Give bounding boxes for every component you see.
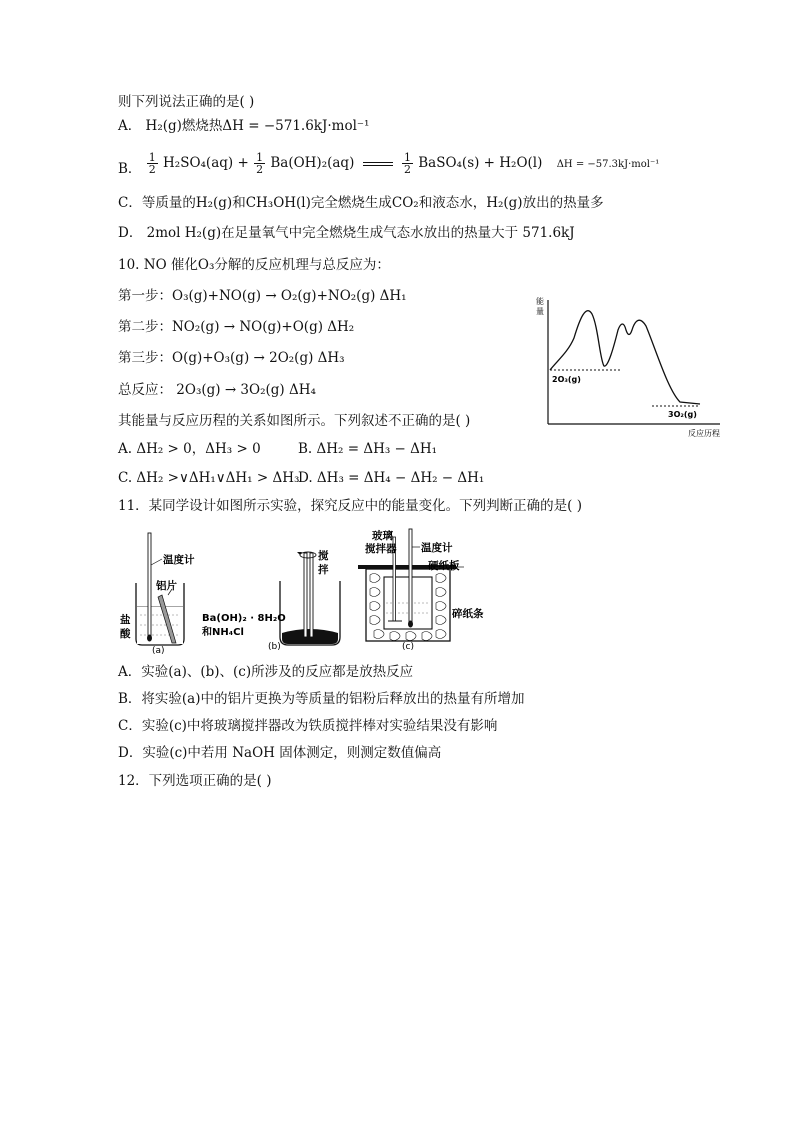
label-a-thermometer: 温度计 bbox=[163, 554, 195, 566]
label-a-aluminum: 铝片 bbox=[156, 580, 177, 592]
q9-option-b-term1: H₂SO₄(aq) + bbox=[163, 155, 249, 171]
label-c-stirrer-1: 玻璃 bbox=[372, 530, 393, 542]
q11-option-a: A．实验(a)、(b)、(c)所涉及的反应都是放热反应 bbox=[118, 664, 414, 680]
stir-rod-b bbox=[304, 553, 307, 637]
q9-option-a-prefix: A． bbox=[118, 118, 142, 134]
q9-equals-sign bbox=[363, 162, 393, 166]
q9-option-b-term2: Ba(OH)₂(aq) bbox=[270, 155, 355, 171]
q10-step3: 第三步：O(g)+O₃(g) → 2O₂(g) ΔH₃ bbox=[118, 350, 345, 366]
q11-option-d: D．实验(c)中若用 NaOH 固体测定，则测定数值偏高 bbox=[118, 745, 442, 761]
label-b-stir-2: 拌 bbox=[318, 564, 329, 576]
label-b-stir-1: 搅 bbox=[318, 550, 329, 562]
q12-stem: 12．下列选项正确的是( ) bbox=[118, 773, 272, 789]
q10-total: 总反应： 2O₃(g) → 3O₂(g) ΔH₄ bbox=[118, 382, 316, 398]
label-b-reagent-2: 和NH₄Cl bbox=[202, 627, 244, 638]
beaker-b bbox=[280, 552, 340, 645]
q9-option-a bbox=[118, 117, 369, 135]
stir-arrow bbox=[300, 552, 316, 558]
q10-stem: 10. NO 催化O₃分解的反应机理与总反应为： bbox=[118, 257, 390, 273]
q11-stem: 11．某同学设计如图所示实验，探究反应中的能量变化。下列判断正确的是( ) bbox=[118, 498, 583, 514]
thermometer-c bbox=[409, 529, 412, 623]
q10-question: 其能量与反应历程的关系如图所示。下列叙述不正确的是( ) bbox=[118, 413, 471, 429]
label-b-tag: (b) bbox=[268, 642, 281, 652]
energy-profile-graph bbox=[528, 290, 728, 440]
graph-xlabel: 反应历程 bbox=[688, 429, 720, 438]
label-c-board: 硬纸板 bbox=[428, 560, 460, 572]
label-b-reagent-1: Ba(OH)₂ · 8H₂O bbox=[202, 613, 286, 624]
q10-option-b: B. ΔH₂ = ΔH₃ − ΔH₁ bbox=[298, 441, 438, 457]
q9-fraction-3: $\frac{1}{2}$ bbox=[403, 151, 411, 176]
graph-energy-curve bbox=[550, 311, 700, 404]
q9-option-b bbox=[118, 146, 659, 180]
label-a-tag: (a) bbox=[152, 646, 165, 656]
graph-start-label: 2O₃(g) bbox=[552, 375, 581, 384]
label-a-acid-1: 盐 bbox=[120, 614, 131, 626]
q10-step1: 第一步：O₃(g)+NO(g) → O₂(g)+NO₂(g) ΔH₁ bbox=[118, 288, 407, 304]
label-c-paper: 碎纸条 bbox=[452, 608, 484, 620]
graph-ylabel-2: 量 bbox=[536, 307, 544, 316]
label-c-thermometer: 温度计 bbox=[421, 542, 453, 554]
q10-option-c: C. ΔH₂ >∨ΔH₁∨ΔH₁ > ΔH₃ bbox=[118, 470, 300, 486]
label-c-stirrer-2: 搅拌器 bbox=[365, 543, 397, 555]
q11-option-b: B．将实验(a)中的铝片更换为等质量的铝粉后释放出的热量有所增加 bbox=[118, 691, 525, 707]
q9-fraction-1: $\frac{1}{2}$ bbox=[148, 151, 156, 176]
q9-option-c: C．等质量的H₂(g)和CH₃OH(l)完全燃烧生成CO₂和液态水，H₂(g)放出的热量多 bbox=[118, 195, 604, 211]
graph-end-label: 3O₂(g) bbox=[668, 410, 697, 419]
q9-option-b-dh: ΔH = −57.3kJ·mol⁻¹ bbox=[556, 159, 660, 170]
label-c-tag: (c) bbox=[402, 642, 414, 652]
q9-option-d: D． 2mol H₂(g)在足量氧气中完全燃烧生成气态水放出的热量大于 571.6kJ bbox=[118, 225, 575, 241]
thermometer-a bbox=[148, 533, 151, 637]
graph-ylabel-1: 能 bbox=[536, 297, 544, 306]
q10-option-d: D. ΔH₃ = ΔH₄ − ΔH₂ − ΔH₁ bbox=[298, 470, 485, 486]
q9-option-b-term3: BaSO₄(s) + H₂O(l) bbox=[418, 155, 543, 171]
q10-option-a: A. ΔH₂ > 0，ΔH₃ > 0 bbox=[118, 441, 261, 457]
q9-option-a-text: H₂(g)燃烧热ΔH = −571.6kJ·mol⁻¹ bbox=[145, 118, 370, 134]
q9-intro: 则下列说法正确的是( ) bbox=[118, 94, 255, 110]
q9-fraction-2: $\frac{1}{2}$ bbox=[256, 151, 264, 176]
q10-step2: 第二步：NO₂(g) → NO(g)+O(g) ΔH₂ bbox=[118, 319, 355, 335]
q9-option-b-prefix: B． bbox=[118, 161, 142, 177]
q11-option-c: C．实验(c)中将玻璃搅拌器改为铁质搅拌棒对实验结果没有影响 bbox=[118, 718, 498, 734]
label-a-acid-2: 酸 bbox=[120, 628, 131, 640]
q11-experiment-figure bbox=[118, 525, 484, 656]
